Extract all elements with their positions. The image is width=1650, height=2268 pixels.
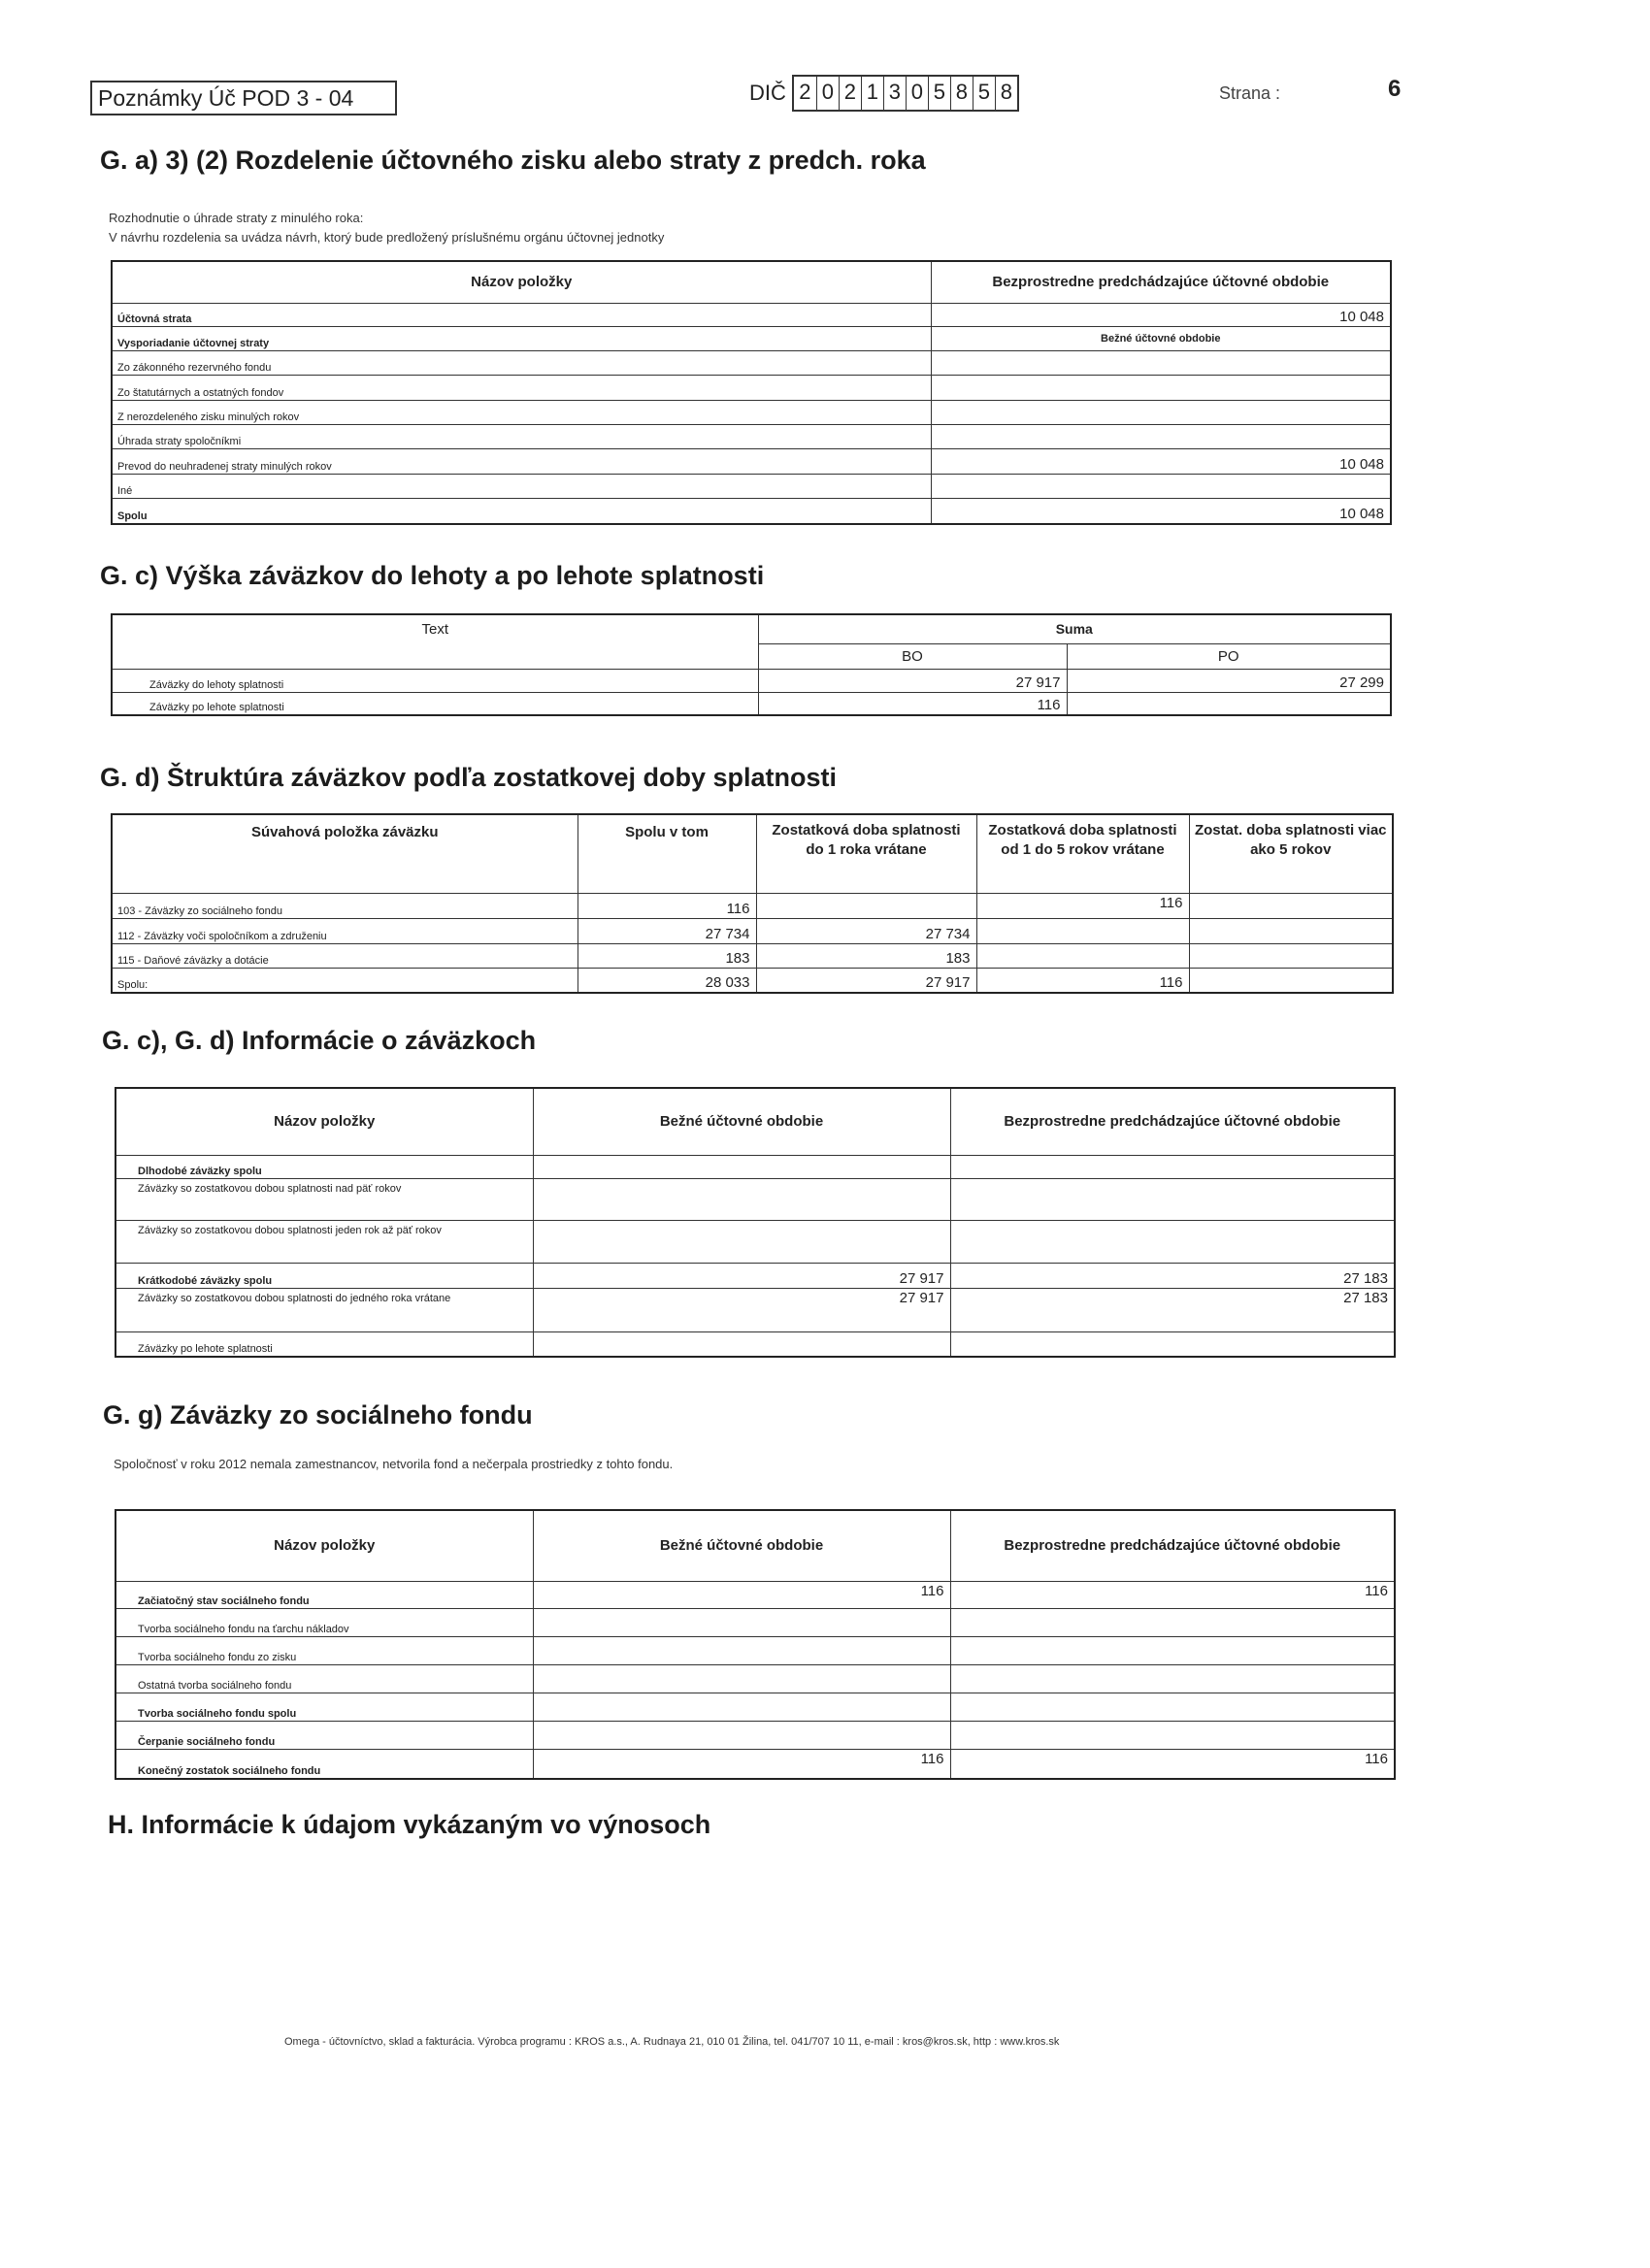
cell-value: 27 917	[533, 1263, 950, 1288]
cell-value	[533, 1636, 950, 1664]
cell-value: 116	[578, 893, 756, 918]
table-row	[116, 1608, 1395, 1636]
column-header: Spolu v tom	[578, 814, 756, 893]
table-row	[116, 1749, 1395, 1779]
cell-value	[950, 1220, 1395, 1263]
cell-value	[533, 1155, 950, 1178]
table-row	[116, 1331, 1395, 1357]
row-label: Začiatočný stav sociálneho fondu	[116, 1581, 533, 1608]
cell-value	[950, 1608, 1395, 1636]
row-label: Zo zákonného rezervného fondu	[112, 350, 931, 375]
table-row	[112, 893, 1393, 918]
cell-value	[1189, 893, 1393, 918]
cell-value: 116	[950, 1581, 1395, 1608]
row-label: Krátkodobé záväzky spolu	[116, 1263, 533, 1288]
row-label: Prevod do neuhradenej straty minulých rokov	[112, 448, 931, 474]
cell-value	[756, 893, 976, 918]
table-loss-distribution	[111, 260, 1392, 525]
column-header: Názov položky	[112, 261, 931, 303]
column-header: Bežné účtovné obdobie	[533, 1510, 950, 1581]
table-row	[112, 400, 1391, 424]
cell-value	[533, 1693, 950, 1721]
dic-digit: 5	[973, 77, 995, 110]
table-liabilities-due	[111, 613, 1392, 716]
table-row	[112, 968, 1393, 993]
row-label: Vysporiadanie účtovnej straty	[112, 326, 931, 350]
row-label: Spolu:	[112, 968, 578, 993]
section-title-gcd: G. c), G. d) Informácie o záväzkoch	[102, 1026, 537, 1055]
cell-value	[1189, 968, 1393, 993]
cell-value: 116	[976, 968, 1189, 993]
row-label: Záväzky so zostatkovou dobou splatnosti jeden rok až päť rokov	[116, 1220, 533, 1263]
cell-value	[976, 918, 1189, 943]
cell-value: 116	[758, 692, 1067, 715]
table-row	[116, 1155, 1395, 1178]
column-header: Súvahová položka záväzku	[112, 814, 578, 893]
cell-value: 10 048	[931, 498, 1391, 524]
dic-field	[749, 75, 1019, 112]
dic-digit: 2	[839, 77, 861, 110]
dic-digit: 8	[995, 77, 1017, 110]
table-row	[116, 1220, 1395, 1263]
row-label: Konečný zostatok sociálneho fondu	[116, 1749, 533, 1779]
section-note: V návrhu rozdelenia sa uvádza návrh, ktorý bude predložený príslušnému orgánu účtovnej jednotky	[109, 230, 665, 245]
footer-text: Omega - účtovníctvo, sklad a fakturácia. Výrobca programu : KROS a.s., A. Rudnaya 21, 010 01 Žilina, tel. 041/707 10 11, e-mail : kros@kros.sk, http : www.kros.sk	[284, 2036, 1060, 2048]
table-social-fund	[115, 1509, 1396, 1780]
dic-digit: 0	[906, 77, 928, 110]
table-row	[112, 692, 1391, 715]
table-row	[112, 669, 1391, 692]
cell-value	[931, 400, 1391, 424]
cell-value	[1067, 692, 1391, 715]
column-header: Názov položky	[116, 1088, 533, 1155]
table-row	[116, 1693, 1395, 1721]
column-header: PO	[1067, 643, 1391, 669]
cell-value: 10 048	[931, 303, 1391, 326]
cell-value: 116	[533, 1581, 950, 1608]
table-liabilities-info	[115, 1087, 1396, 1358]
table-row	[116, 1178, 1395, 1220]
column-header: Bezprostredne predchádzajúce účtovné obdobie	[950, 1510, 1395, 1581]
cell-value	[931, 474, 1391, 498]
cell-value: 28 033	[578, 968, 756, 993]
dic-digit: 5	[928, 77, 950, 110]
table-row	[112, 326, 1391, 350]
cell-value: 27 917	[758, 669, 1067, 692]
section-title-gc: G. c) Výška záväzkov do lehoty a po lehote splatnosti	[100, 561, 765, 590]
row-label: Z nerozdeleného zisku minulých rokov	[112, 400, 931, 424]
row-label: Tvorba sociálneho fondu spolu	[116, 1693, 533, 1721]
row-label: Iné	[112, 474, 931, 498]
table-liabilities-structure	[111, 813, 1394, 994]
table-row	[116, 1581, 1395, 1608]
row-label: Úhrada straty spoločníkmi	[112, 424, 931, 448]
cell-value	[976, 943, 1189, 968]
cell-value: 27 734	[578, 918, 756, 943]
table-row	[112, 448, 1391, 474]
table-row	[116, 1263, 1395, 1288]
dic-digit: 1	[861, 77, 883, 110]
row-label: Zo štatutárnych a ostatných fondov	[112, 375, 931, 400]
row-label: Účtovná strata	[112, 303, 931, 326]
cell-value	[533, 1608, 950, 1636]
column-header: Bezprostredne predchádzajúce účtovné obdobie	[950, 1088, 1395, 1155]
row-label: Záväzky po lehote splatnosti	[112, 692, 758, 715]
cell-value	[950, 1178, 1395, 1220]
cell-value: 116	[976, 893, 1189, 918]
column-header: Názov položky	[116, 1510, 533, 1581]
cell-value	[533, 1721, 950, 1749]
cell-value	[533, 1331, 950, 1357]
table-row	[112, 424, 1391, 448]
row-label: Záväzky do lehoty splatnosti	[112, 669, 758, 692]
cell-value	[931, 375, 1391, 400]
section-title-gd: G. d) Štruktúra záväzkov podľa zostatkovej doby splatnosti	[100, 763, 838, 792]
dic-digit: 0	[816, 77, 839, 110]
column-header: Zostatková doba splatnosti do 1 roka vrátane	[756, 814, 976, 893]
dic-digits	[792, 75, 1019, 112]
cell-value: 183	[756, 943, 976, 968]
row-label: Ostatná tvorba sociálneho fondu	[116, 1664, 533, 1693]
cell-value: 27 917	[756, 968, 976, 993]
cell-value	[950, 1693, 1395, 1721]
column-header: Zostatková doba splatnosti od 1 do 5 rokov vrátane	[976, 814, 1189, 893]
section-title-gg: G. g) Záväzky zo sociálneho fondu	[103, 1400, 533, 1430]
cell-value	[533, 1220, 950, 1263]
cell-value: 27 299	[1067, 669, 1391, 692]
dic-digit: 3	[883, 77, 906, 110]
cell-value	[950, 1721, 1395, 1749]
row-label: Spolu	[112, 498, 931, 524]
table-row	[112, 918, 1393, 943]
table-row	[112, 350, 1391, 375]
column-header: Text	[112, 614, 758, 669]
section-note: Spoločnosť v roku 2012 nemala zamestnancov, netvorila fond a nečerpala prostriedky z tohto fondu.	[114, 1457, 674, 1471]
row-label: Dlhodobé záväzky spolu	[116, 1155, 533, 1178]
cell-value	[950, 1664, 1395, 1693]
table-row	[112, 303, 1391, 326]
cell-value	[1189, 943, 1393, 968]
column-subheader: Bežné účtovné obdobie	[931, 326, 1391, 350]
section-note: Rozhodnutie o úhrade straty z minulého roka:	[109, 211, 364, 225]
cell-value	[950, 1155, 1395, 1178]
table-row	[112, 474, 1391, 498]
table-row	[112, 943, 1393, 968]
form-label: Poznámky Úč POD 3 - 04	[90, 81, 397, 115]
column-header: Bezprostredne predchádzajúce účtovné obdobie	[931, 261, 1391, 303]
cell-value: 116	[950, 1749, 1395, 1779]
page-label: Strana :	[1219, 83, 1281, 103]
row-label: Záväzky so zostatkovou dobou splatnosti nad päť rokov	[116, 1178, 533, 1220]
column-header: BO	[758, 643, 1067, 669]
row-label: 103 - Záväzky zo sociálneho fondu	[112, 893, 578, 918]
cell-value: 27 183	[950, 1263, 1395, 1288]
column-header: Zostat. doba splatnosti viac ako 5 rokov	[1189, 814, 1393, 893]
cell-value	[950, 1331, 1395, 1357]
table-row	[112, 498, 1391, 524]
section-title-h: H. Informácie k údajom vykázaným vo výnosoch	[108, 1810, 711, 1839]
cell-value	[950, 1636, 1395, 1664]
row-label: Záväzky so zostatkovou dobou splatnosti do jedného roka vrátane	[116, 1288, 533, 1331]
cell-value	[931, 350, 1391, 375]
cell-value	[533, 1178, 950, 1220]
cell-value: 10 048	[931, 448, 1391, 474]
row-label: Tvorba sociálneho fondu zo zisku	[116, 1636, 533, 1664]
cell-value: 27 183	[950, 1288, 1395, 1331]
table-row	[116, 1664, 1395, 1693]
cell-value: 27 917	[533, 1288, 950, 1331]
section-title-ga: G. a) 3) (2) Rozdelenie účtovného zisku alebo straty z predch. roka	[100, 146, 926, 175]
page-number: 6	[1388, 76, 1402, 102]
cell-value: 183	[578, 943, 756, 968]
row-label: Čerpanie sociálneho fondu	[116, 1721, 533, 1749]
table-row	[116, 1721, 1395, 1749]
column-header: Suma	[758, 614, 1391, 643]
table-row	[112, 375, 1391, 400]
dic-label: DIČ	[749, 81, 786, 105]
row-label: 115 - Daňové záväzky a dotácie	[112, 943, 578, 968]
row-label: Tvorba sociálneho fondu na ťarchu nákladov	[116, 1608, 533, 1636]
cell-value: 27 734	[756, 918, 976, 943]
row-label: 112 - Záväzky voči spoločníkom a združeniu	[112, 918, 578, 943]
cell-value	[1189, 918, 1393, 943]
cell-value	[533, 1664, 950, 1693]
cell-value	[931, 424, 1391, 448]
table-row	[116, 1288, 1395, 1331]
row-label: Záväzky po lehote splatnosti	[116, 1331, 533, 1357]
cell-value: 116	[533, 1749, 950, 1779]
column-header: Bežné účtovné obdobie	[533, 1088, 950, 1155]
dic-digit: 2	[799, 80, 811, 104]
dic-digit: 8	[950, 77, 973, 110]
table-row	[116, 1636, 1395, 1664]
